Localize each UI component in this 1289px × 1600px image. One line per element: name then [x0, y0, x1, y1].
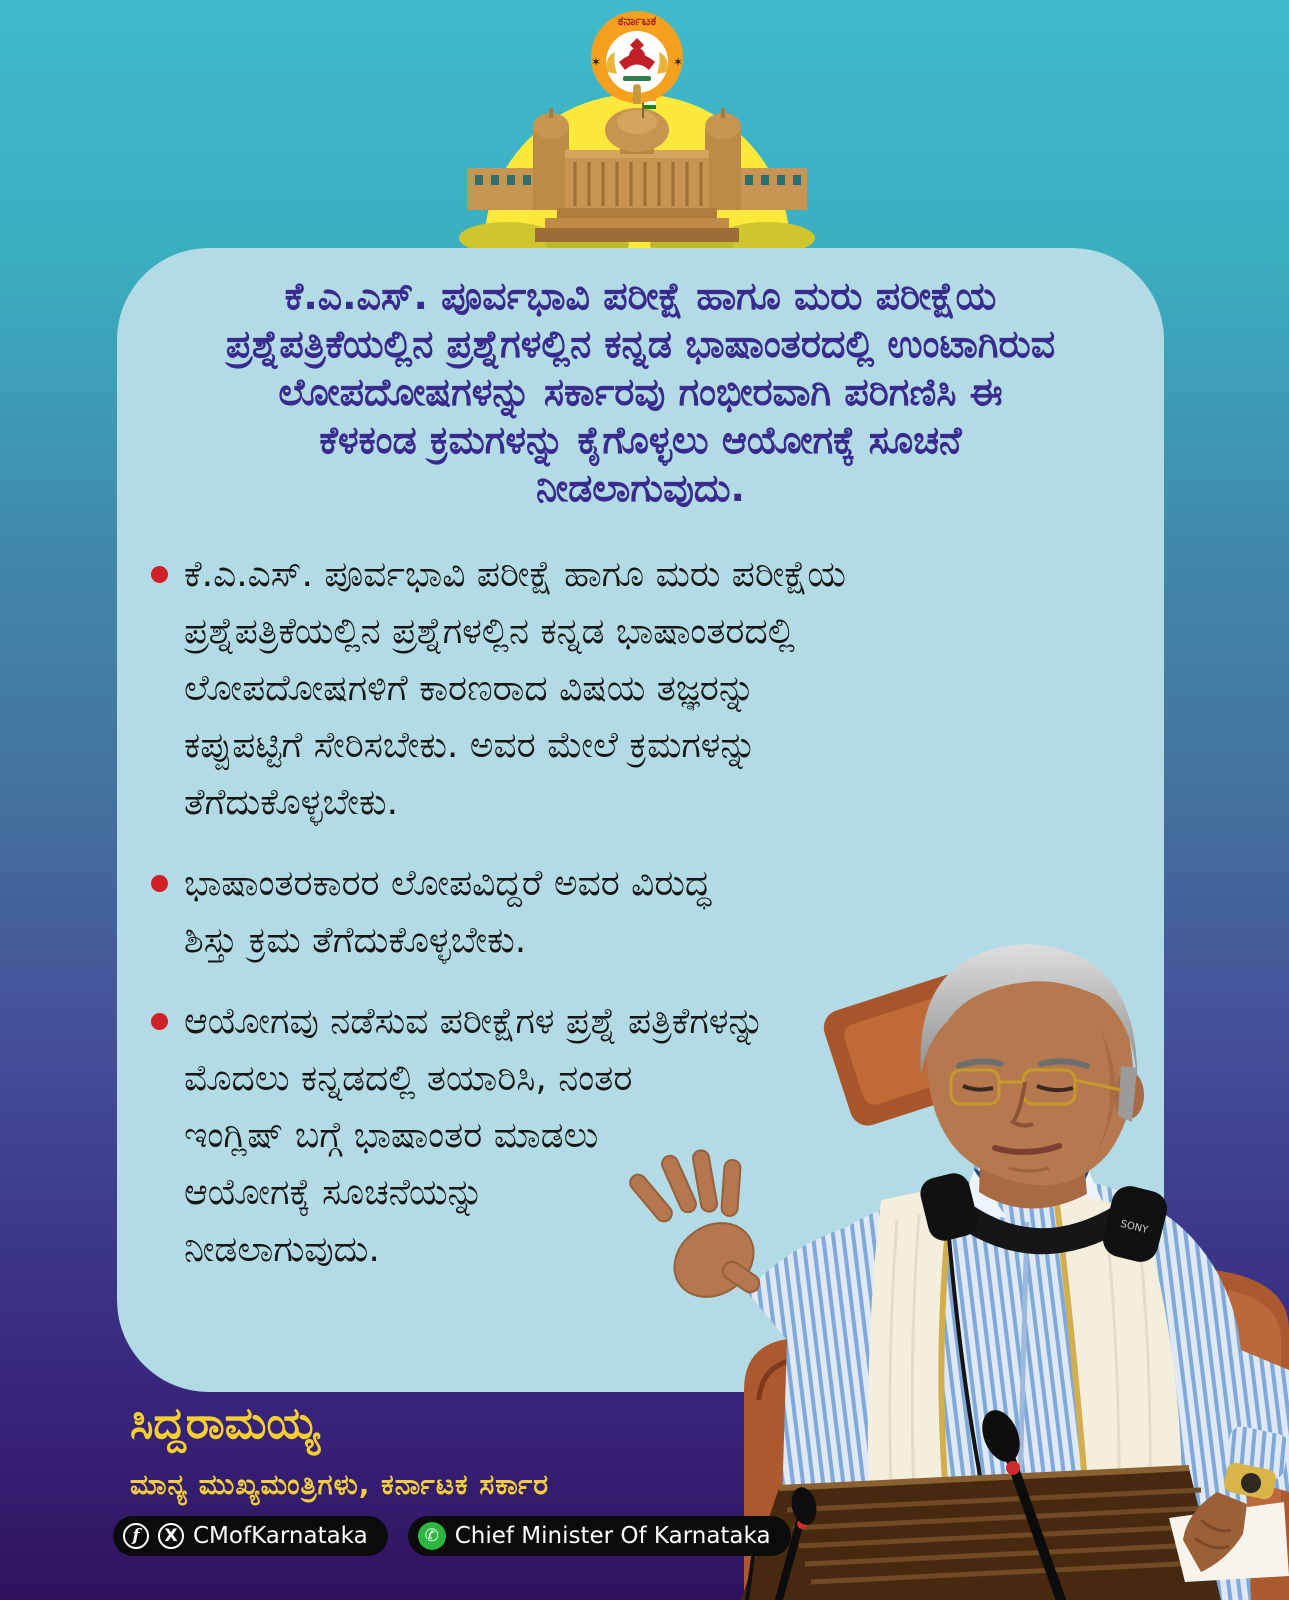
whatsapp-label: Chief Minister Of Karnataka [454, 1523, 771, 1549]
title-line: ಪ್ರಶ್ನೆಪತ್ರಿಕೆಯಲ್ಲಿನ ಪ್ರಶ್ನೆಗಳಲ್ಲಿನ ಕನ್ನಡ ಭಾಷಾಂತರದಲ್ಲಿ ಉಂಟಾಗಿರುವ [225, 322, 1056, 366]
title-line: ಲೋಪದೋಷಗಳನ್ನು ಸರ್ಕಾರವು ಗಂಭೀರವಾಗಿ ಪರಿಗಣಿಸಿ ಈ [278, 370, 1003, 414]
headphone-brand-label: SONY [1119, 1218, 1149, 1237]
cm-designation: ಮಾನ್ಯ ಮುಖ್ಯಮಂತ್ರಿಗಳು, ಕರ್ನಾಟಕ ಸರ್ಕಾರ [130, 1468, 550, 1501]
title-line: ನೀಡಲಾಗುವುದು. [536, 466, 745, 510]
star-icon: ✶ [672, 55, 684, 69]
face [920, 944, 1144, 1209]
page-title [157, 272, 1124, 512]
bullet-line: ಶಿಸ್ತು ಕ್ರಮ ತೆಗೆದುಕೊಳ್ಳಬೇಕು. [184, 920, 527, 961]
social-handle-label: CMofKarnataka [193, 1523, 368, 1549]
whatsapp-icon: ✆ [418, 1522, 446, 1550]
bullet-line: ಕೆ.ಎ.ಎಸ್. ಪೂರ್ವಭಾವಿ ಪರೀಕ್ಷೆ ಹಾಗೂ ಮರು ಪರೀಕ್ಷೆಯ [184, 554, 846, 595]
bullet-line: ಇಂಗ್ಲಿಷ್ ಬಗ್ಗೆ ಭಾಷಾಂತರ ಮಾಡಲು [184, 1115, 599, 1156]
social-badge-whatsapp [408, 1516, 791, 1556]
bullet-line: ತೆಗೆದುಕೊಳ್ಳಬೇಕು. [184, 782, 399, 823]
bullet-line: ಕಪ್ಪುಪಟ್ಟಿಗೆ ಸೇರಿಸಬೇಕು. ಅವರ ಮೇಲೆ ಕ್ರಮಗಳನ್ನು [184, 725, 757, 766]
bullet-line: ನೀಡಲಾಗುವುದು. [184, 1229, 380, 1270]
emblem-state-name: ಕರ್ನಾಟಕ [617, 14, 657, 29]
star-icon: ✶ [590, 55, 602, 69]
vidhana-soudha-medallion [437, 0, 837, 250]
social-badge-fb-x [113, 1516, 388, 1556]
facebook-icon: f [123, 1523, 149, 1549]
bullet-line: ಆಯೋಗಕ್ಕೆ ಸೂಚನೆಯನ್ನು [184, 1172, 484, 1213]
bullet-line: ಭಾಷಾಂತರಕಾರರ ಲೋಪವಿದ್ದರೆ ಅವರ ವಿರುದ್ಧ [184, 863, 712, 904]
bullet-dot-icon [151, 875, 168, 892]
bullet-line: ಪ್ರಶ್ನೆಪತ್ರಿಕೆಯಲ್ಲಿನ ಪ್ರಶ್ನೆಗಳಲ್ಲಿನ ಕನ್ನಡ ಭಾಷಾಂತರದಲ್ಲಿ [184, 611, 795, 652]
bullet-dot-icon [151, 566, 168, 583]
cm-photo-illustration [629, 870, 1289, 1600]
title-line: ಕೆ.ಎ.ಎಸ್. ಪೂರ್ವಭಾವಿ ಪರೀಕ್ಷೆ ಹಾಗೂ ಮರು ಪರೀಕ್ಷೆಯ [284, 274, 997, 318]
x-icon: X [158, 1523, 184, 1549]
karnataka-emblem [591, 11, 683, 104]
bullet-line: ಮೊದಲು ಕನ್ನಡದಲ್ಲಿ ತಯಾರಿಸಿ, ನಂತರ [184, 1058, 633, 1099]
title-line: ಕೆಳಕಂಡ ಕ್ರಮಗಳನ್ನು ಕೈಗೊಳ್ಳಲು ಆಯೋಗಕ್ಕೆ ಸೂಚನೆ [319, 418, 962, 462]
bullet-text [184, 546, 846, 831]
bullet-line: ಲೋಪದೋಷಗಳಿಗೆ ಕಾರಣರಾದ ವಿಷಯ ತಜ್ಞರನ್ನು [184, 668, 756, 709]
vidhana-soudha-illustration [437, 0, 837, 250]
social-badges [113, 1516, 791, 1556]
bullet-dot-icon [151, 1013, 168, 1030]
cm-name: ಸಿದ್ದರಾಮಯ್ಯ [130, 1398, 320, 1449]
bullet-line: ಆಯೋಗವು ನಡೆಸುವ ಪರೀಕ್ಷೆಗಳ ಪ್ರಶ್ನೆ ಪತ್ರಿಕೆಗಳನ್ನು [184, 1001, 765, 1042]
list-item [151, 546, 1164, 831]
